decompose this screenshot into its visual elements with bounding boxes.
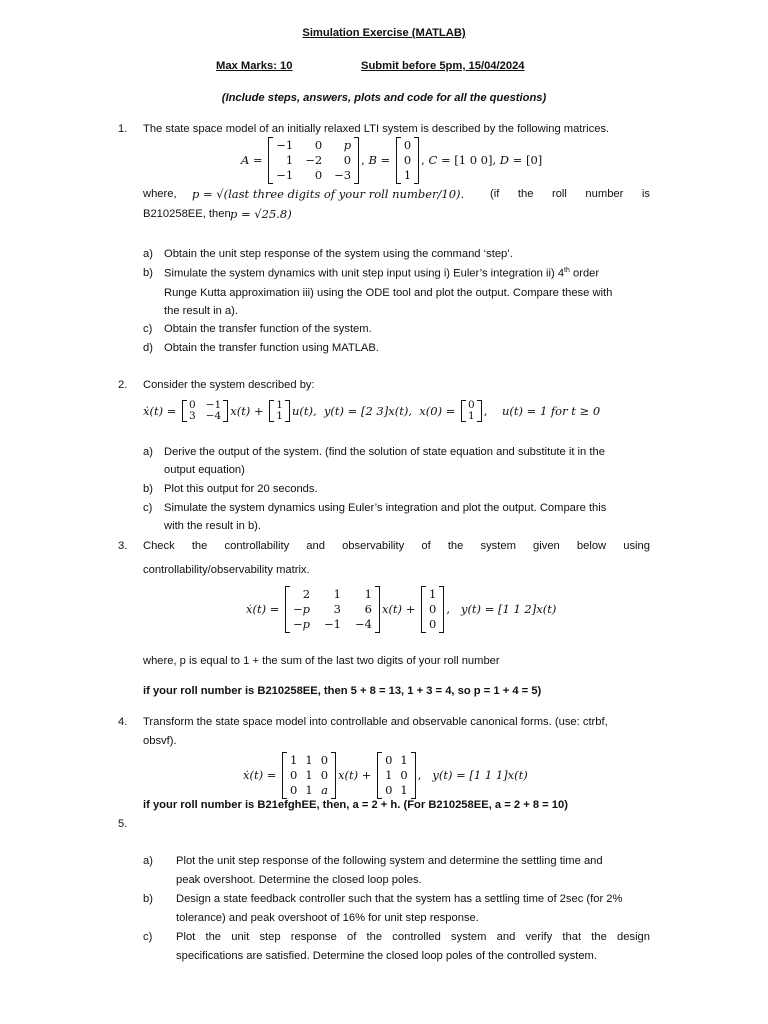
q5-part-c-text: Plot the unit step response of the controlled system and verify that the design bbox=[176, 931, 650, 943]
q1-matrix-b: 0 0 1 bbox=[396, 137, 419, 184]
q3-matrix-b: 1 0 0 bbox=[421, 586, 444, 633]
q3-output-equation: y(t) = [1 1 2]x(t) bbox=[460, 602, 557, 616]
q1-example-roll: B210258EE, then bbox=[143, 208, 231, 220]
q1-part-b-label: b) bbox=[143, 267, 153, 279]
q2-part-a-cont: output equation) bbox=[164, 464, 245, 476]
q2-part-a-label: a) bbox=[143, 446, 153, 458]
q2-part-b-text: Plot this output for 20 seconds. bbox=[164, 483, 318, 495]
q1-example-start: (if the roll number is bbox=[490, 188, 650, 200]
q2-part-c-label: c) bbox=[143, 502, 153, 514]
q4-line-1: Transform the state space model into controllable and observable canonical forms. (use: ctrbf, bbox=[143, 716, 608, 728]
q5-part-b-text: Design a state feedback controller such that the system has a settling time of 2sec (for 2% bbox=[176, 893, 623, 905]
q2-matrix-b: 1 1 bbox=[269, 400, 290, 422]
q2-intro: Consider the system described by: bbox=[143, 379, 315, 391]
q5-number: 5. bbox=[118, 818, 128, 830]
q3-line-2: controllability/observability matrix. bbox=[143, 564, 310, 576]
q2-part-b-label: b) bbox=[143, 483, 153, 495]
q2-equation: ẋ(t) = 0 −1 3 −4 x(t) + 1 1 u(t), y(t) = [2 3]x(t), x(0) = 0 1 , u(t) = 1 for t ≥ 0 bbox=[143, 399, 601, 422]
q2-output-equation: y(t) = [2 3]x(t), bbox=[323, 404, 412, 418]
q4-output-equation: y(t) = [1 1 1]x(t) bbox=[432, 768, 528, 782]
q1-p-definition: p = √(last three digits of your roll number/10). bbox=[192, 187, 465, 201]
q1-where-label: where, bbox=[143, 188, 177, 200]
q1-part-d-label: d) bbox=[143, 342, 153, 354]
q1-part-b-text: Simulate the system dynamics with unit step input using i) Euler’s integration ii) 4th order bbox=[164, 267, 600, 280]
max-marks: Max Marks: 10 bbox=[216, 60, 293, 72]
q1-part-b-cont-2: the result in a). bbox=[164, 305, 238, 317]
q2-input: u(t) = 1 for t ≥ 0 bbox=[502, 404, 601, 418]
instructions: (Include steps, answers, plots and code for all the questions) bbox=[221, 92, 547, 104]
q1-example-p: p = √25.8) bbox=[230, 207, 292, 221]
q3-where: where, p is equal to 1 + the sum of the last two digits of your roll number bbox=[143, 655, 500, 667]
q2-matrix-a: 0 −1 3 −4 bbox=[182, 400, 228, 422]
q4-note: if your roll number is B21efghEE, then, a = 2 + h. (For B210258EE, a = 2 + 8 = 10) bbox=[143, 799, 568, 811]
q5-part-a-cont: peak overshoot. Determine the closed loop poles. bbox=[176, 874, 422, 886]
q2-part-c-cont: with the result in b). bbox=[164, 520, 262, 532]
q1-intro: The state space model of an initially relaxed LTI system is described by the following matrices. bbox=[143, 123, 610, 135]
q1-number: 1. bbox=[118, 123, 128, 135]
q1-matrix-a: −1 0 p 1 −2 0 −1 0 −3 bbox=[268, 137, 359, 184]
q5-part-b-cont: tolerance) and peak overshoot of 16% for unit step response. bbox=[176, 912, 479, 924]
q2-part-c-text: Simulate the system dynamics using Euler’s integration and plot the output. Compare this bbox=[164, 502, 607, 514]
q3-equation: ẋ(t) = 2 1 1 −p 3 6 −p −1 −4 x(t) + 1 0 0 , y(t) = [1 1 2]x(t) bbox=[246, 586, 557, 631]
q3-line-1: Check the controllability and observability of the system given below using bbox=[143, 540, 650, 552]
document-title: Simulation Exercise (MATLAB) bbox=[302, 27, 466, 39]
q4-number: 4. bbox=[118, 716, 128, 728]
q3-matrix-a: 2 1 1 −p 3 6 −p −1 −4 bbox=[285, 586, 380, 633]
q5-part-c-cont: specifications are satisfied. Determine the closed loop poles of the controlled system. bbox=[176, 950, 597, 962]
q1-matrix-c: [1 0 0] bbox=[454, 153, 493, 167]
q4-line-2: obsvf). bbox=[143, 735, 177, 747]
q1-part-a-label: a) bbox=[143, 248, 153, 260]
q4-equation: ẋ(t) = 1 1 0 0 1 0 0 1 a x(t) + 0 1 1 0 0 1 , y(t) = [1 1 1]x(t) bbox=[243, 752, 528, 797]
q4-matrix-b: 0 1 1 0 0 1 bbox=[377, 752, 416, 799]
q2-part-a-text: Derive the output of the system. (find the solution of state equation and substitute it in the bbox=[164, 446, 605, 458]
q1-part-d-text: Obtain the transfer function using MATLAB. bbox=[164, 342, 379, 354]
q2-initial-state: 0 1 bbox=[461, 400, 482, 422]
q3-number: 3. bbox=[118, 540, 128, 552]
q1-matrices: A = −1 0 p 1 −2 0 −1 0 −3 , B = 0 0 1 , C = [1 0 0] , D = [0] bbox=[241, 137, 543, 182]
q1-part-b-cont-1: Runge Kutta approximation iii) using the ODE tool and plot the output. Compare these with bbox=[164, 287, 613, 299]
q5-part-c-label: c) bbox=[143, 931, 153, 943]
q5-part-a-label: a) bbox=[143, 855, 153, 867]
q4-matrix-a: 1 1 0 0 1 0 0 1 a bbox=[282, 752, 336, 799]
q5-part-a-text: Plot the unit step response of the following system and determine the settling time and bbox=[176, 855, 603, 867]
q1-part-a-text: Obtain the unit step response of the system using the command ‘step’. bbox=[164, 248, 513, 260]
q1-matrix-d: [0] bbox=[525, 153, 543, 167]
submission-deadline: Submit before 5pm, 15/04/2024 bbox=[361, 60, 525, 72]
q2-number: 2. bbox=[118, 379, 128, 391]
q1-part-c-label: c) bbox=[143, 323, 153, 335]
q3-example: if your roll number is B210258EE, then 5 + 8 = 13, 1 + 3 = 4, so p = 1 + 4 = 5) bbox=[143, 685, 542, 697]
q5-part-b-label: b) bbox=[143, 893, 153, 905]
q1-part-c-text: Obtain the transfer function of the system. bbox=[164, 323, 372, 335]
